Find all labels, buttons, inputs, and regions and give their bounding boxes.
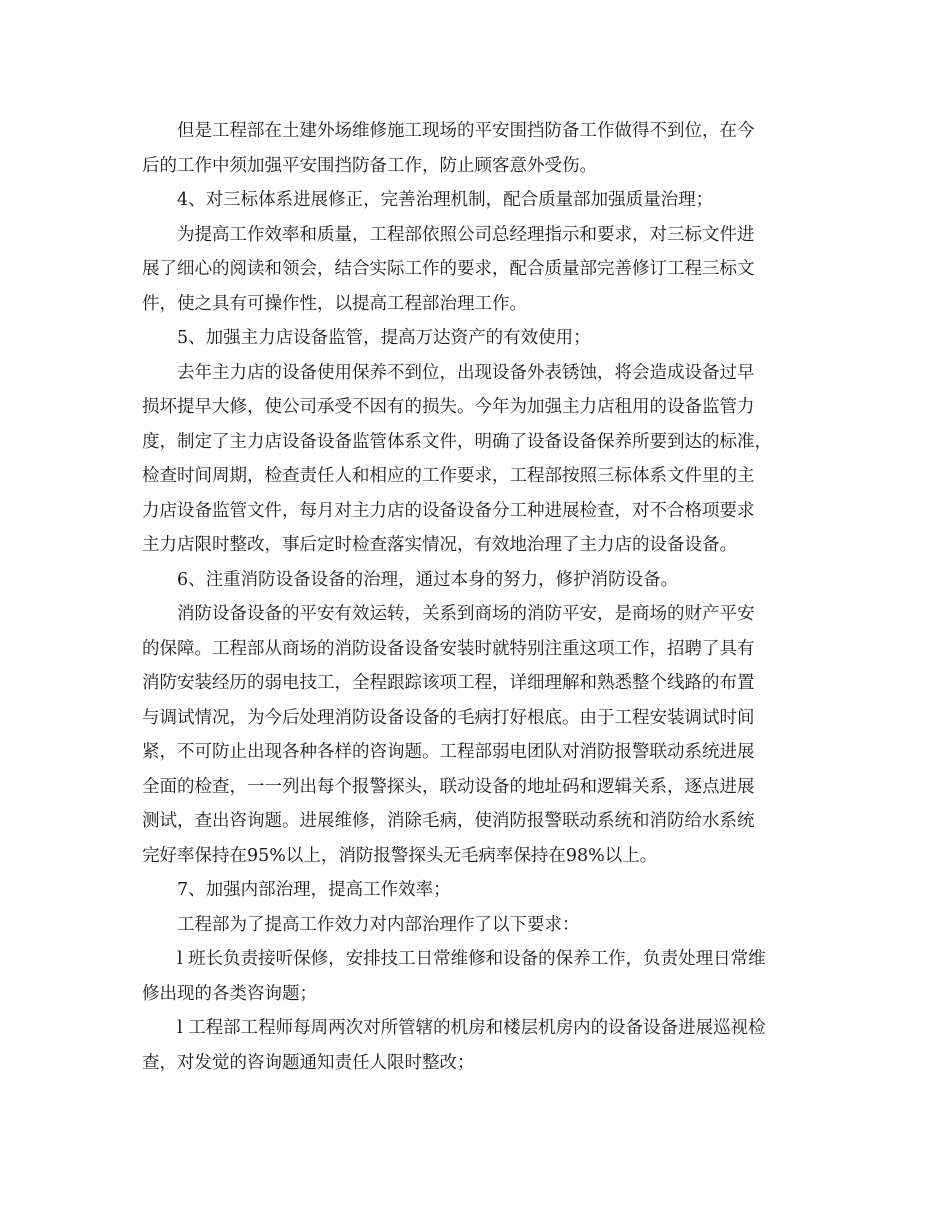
heading-item-6: 6、注重消防设备设备的治理，通过本身的努力，修护消防设备。 (177, 569, 679, 590)
paragraph-safety-barrier: 但是工程部在土建外场维修施工现场的平安围挡防备工作做得不到位，在今 后的工作中须加强平安围挡防备工作，防止顾客意外受伤。 (142, 121, 755, 176)
list-item-engineer-inspection: l 工程部工程师每周两次对所管辖的机房和楼层机房内的设备设备进展巡视检 查，对发觉的咨询题通知责任人限时整改； (142, 1018, 766, 1073)
document-body (142, 114, 808, 1080)
heading-item-4: 4、对三标体系进展修正，完善治理机制，配合质量部加强质量治理； (177, 190, 714, 210)
heading-item-7: 7、加强内部治理，提高工作效率； (177, 880, 451, 900)
list-item-team-leader: l 班长负责接听保修，安排技工日常维修和设备的保养工作，负责处理日常维 修出现的各类咨询题； (142, 949, 766, 1004)
paragraph-internal-requirements: 工程部为了提高工作效力对内部治理作了以下要求： (177, 914, 580, 935)
heading-item-5: 5、加强主力店设备监管，提高万达资产的有效使用； (177, 328, 591, 348)
paragraph-anchor-store-equipment: 去年主力店的设备使用保养不到位，出现设备外表锈蚀，将会造成设备过早 损坏提早大修，使公司承受不因有的损失。今年为加强主力店租用的设备监管力 度，制定了主力店设备设备监管体系文件，明确了设备设备保养所要到达的标准， 检查时间周期，检查责任人和相应的工作要求，工程部按照三标体系文件里的主 力店设备监管文件，每月对主力店的设备设备分工种进展检查，对不合格项要求 主力店限时整改，事后定时检查落实情况，有效地治理了主力店的设备设备。 (142, 362, 772, 555)
paragraph-fire-equipment: 消防设备设备的平安有效运转，关系到商场的消防平安，是商场的财产平安 的保障。工程部从商场的消防设备设备安装时就特别注重这项工作，招聘了具有 消防安装经历的弱电技工，全程跟踪该项工程，详细理解和熟悉整个线路的布置 与调试情况，为今后处理消防设备设备的毛病打好根底。由于工程安装调试时间 紧，不可防止出现各种各样的咨询题。工程部弱电团队对消防报警联动系统进展 全面的检查，一一列出每个报警探头，联动设备的地址码和逻辑关系，逐点进展 测试，查出咨询题。进展维修，消除毛病，使消防报警联动系统和消防给水系统 完好率保持在95%以上，消防报警探头无毛病率保持在98%以上。 (142, 604, 755, 866)
paragraph-standards: 为提高工作效率和质量，工程部依照公司总经理指示和要求，对三标文件进 展了细心的阅读和领会，结合实际工作的要求，配合质量部完善修订工程三标文 件，使之具有可操作性，以提高工程部治理工作。 (142, 224, 755, 314)
